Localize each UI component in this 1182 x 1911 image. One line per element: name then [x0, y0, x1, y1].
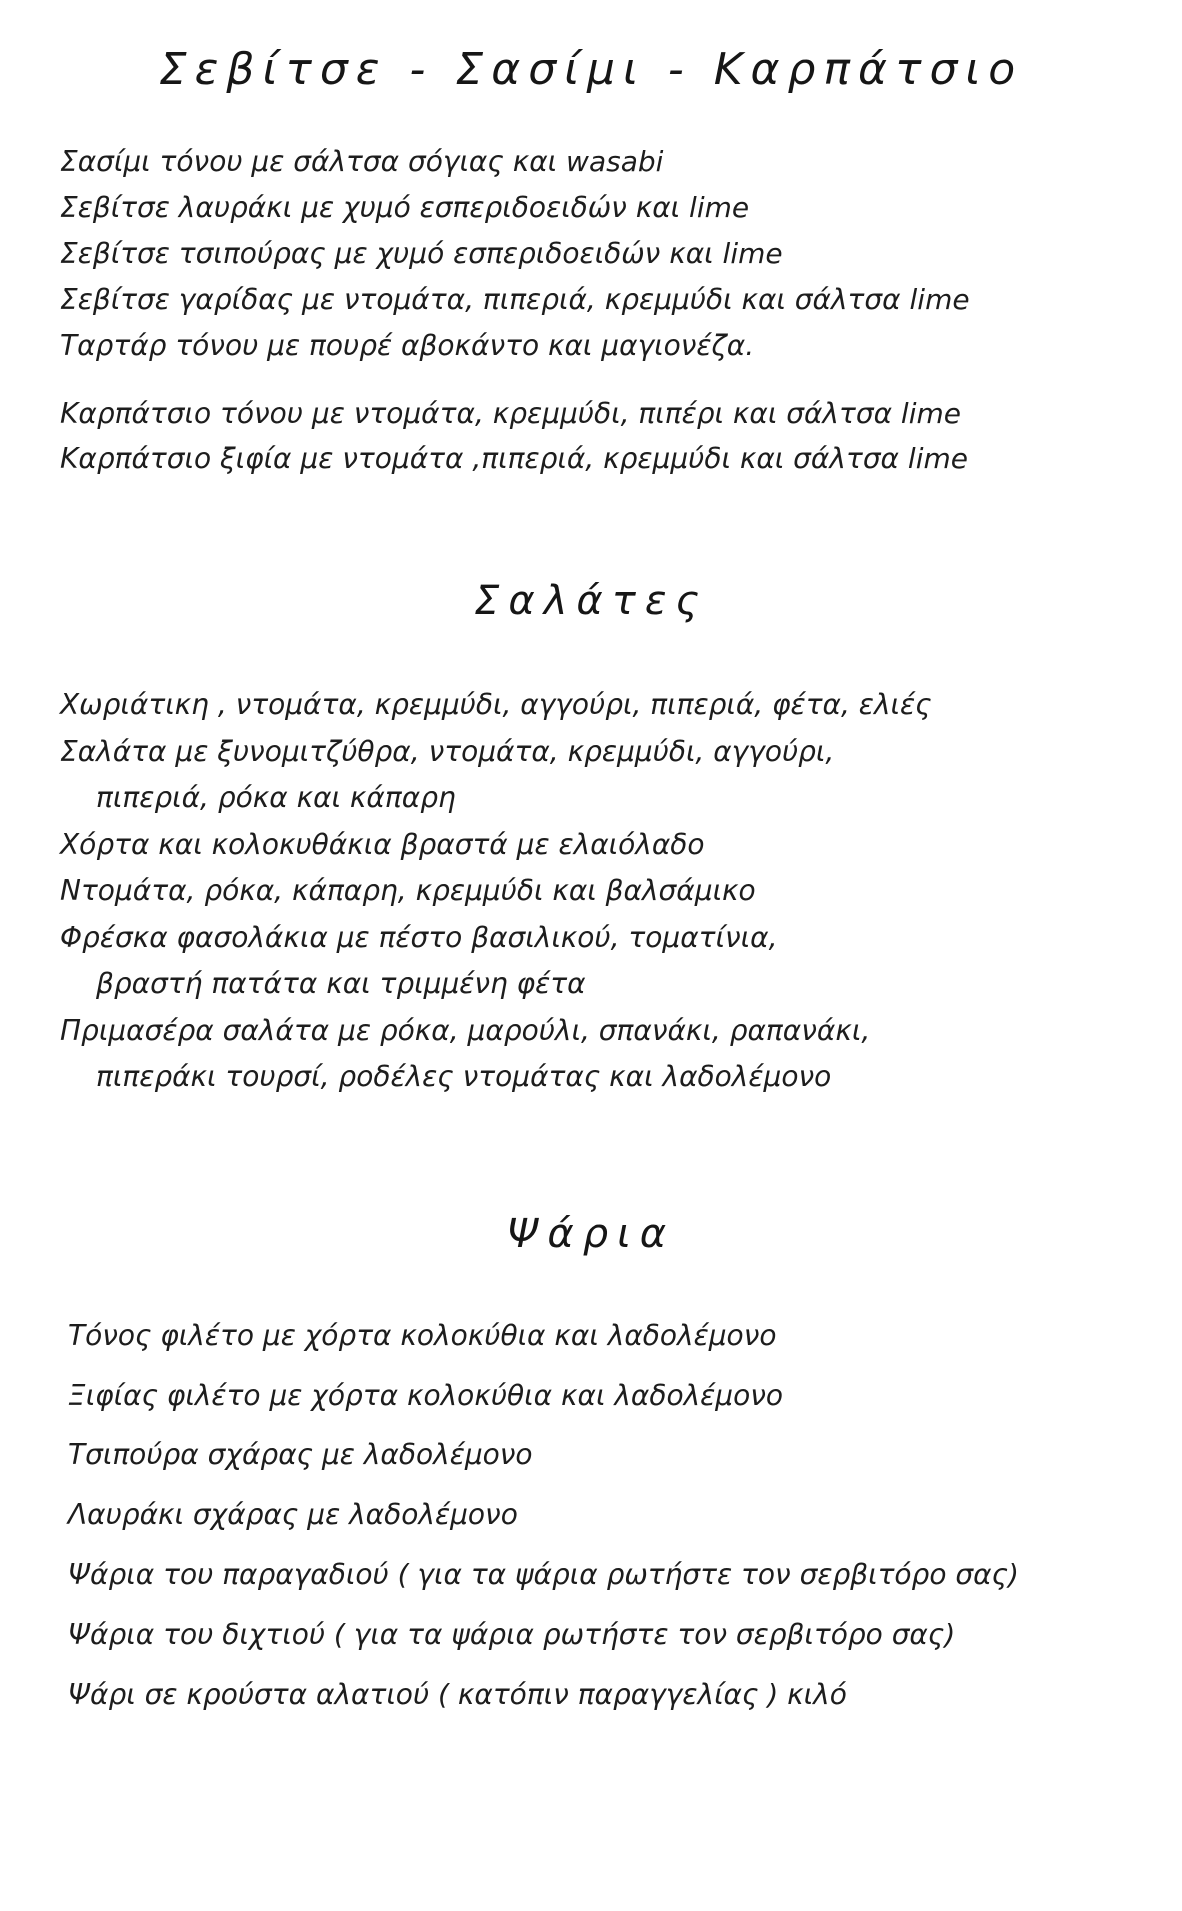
- menu-item: Σεβίτσε γαρίδας με ντομάτα, πιπεριά, κρεμμύδι και σάλτσα lime: [60, 282, 970, 316]
- menu-item: Σαλάτα με ξυνομιτζύθρα, ντομάτα, κρεμμύδι, αγγούρι,: [60, 734, 835, 768]
- section-ceviche: [34, 44, 1148, 482]
- menu-item: Ντομάτα, ρόκα, κάπαρη, κρεμμύδι και βαλσάμικο: [60, 874, 756, 908]
- menu-item-continuation: πιπεριά, ρόκα και κάπαρη: [96, 781, 456, 815]
- section-heading-psaria: Ψάρια: [506, 1210, 676, 1257]
- menu-list-salates: [34, 682, 1148, 1100]
- menu-item: Σασίμι τόνου με σάλτσα σόγιας και wasabi: [60, 145, 664, 178]
- menu-item: Καρπάτσιο ξιφία με ντομάτα ,πιπεριά, κρεμμύδι και σάλτσα lime: [60, 442, 968, 476]
- menu-item: Ταρτάρ τόνου με πουρέ αβοκάντο και μαγιονέζα.: [60, 328, 755, 362]
- menu-item: Ψάρια του διχτιού ( για τα ψάρια ρωτήστε τον σερβιτόρο σας): [68, 1618, 956, 1652]
- menu-item: Ξιφίας φιλέτο με χόρτα κολοκύθια και λαδολέμονο: [68, 1378, 784, 1412]
- menu-list-ceviche: [34, 139, 1148, 482]
- menu-item: Χόρτα και κολοκυθάκια βραστά με ελαιόλαδο: [60, 827, 705, 861]
- menu-list-psaria: [34, 1311, 1148, 1722]
- menu-item: Φρέσκα φασολάκια με πέστο βασιλικού, τοματίνια,: [60, 920, 778, 954]
- menu-item: Σεβίτσε τσιπούρας με χυμό εσπεριδοειδών και lime: [60, 236, 783, 270]
- menu-item-continuation: πιπεράκι τουρσί, ροδέλες ντομάτας και λαδολέμονο: [96, 1060, 832, 1094]
- menu-item-continuation: βραστή πατάτα και τριμμένη φέτα: [96, 967, 586, 1001]
- menu-item: Τόνος φιλέτο με χόρτα κολοκύθια και λαδολέμονο: [68, 1318, 777, 1352]
- menu-item: Χωριάτικη , ντομάτα, κρεμμύδι, αγγούρι, πιπεριά, φέτα, ελιές: [60, 688, 932, 722]
- menu-item: Ψάρια του παραγαδιού ( για τα ψάρια ρωτήστε τον σερβιτόρο σας): [68, 1558, 1019, 1592]
- menu-item: Τσιπούρα σχάρας με λαδολέμονο: [68, 1438, 533, 1472]
- menu-item: Λαυράκι σχάρας με λαδολέμονο: [68, 1498, 518, 1532]
- menu-item: Σεβίτσε λαυράκι με χυμό εσπεριδοειδών και lime: [60, 190, 750, 224]
- section-salates: [34, 578, 1148, 1100]
- section-heading-salates: Σαλάτες: [474, 578, 708, 625]
- menu-item: Πριμασέρα σαλάτα με ρόκα, μαρούλι, σπανάκι, ραπανάκι,: [60, 1013, 871, 1047]
- menu-item: Ψάρι σε κρούστα αλατιού ( κατόπιν παραγγελίας ) κιλό: [68, 1678, 847, 1712]
- section-psaria: [34, 1211, 1148, 1722]
- page-title: Σεβίτσε - Σασίμι - Καρπάτσιο: [158, 44, 1024, 95]
- menu-item: Καρπάτσιο τόνου με ντομάτα, κρεμμύδι, πιπέρι και σάλτσα lime: [60, 396, 961, 430]
